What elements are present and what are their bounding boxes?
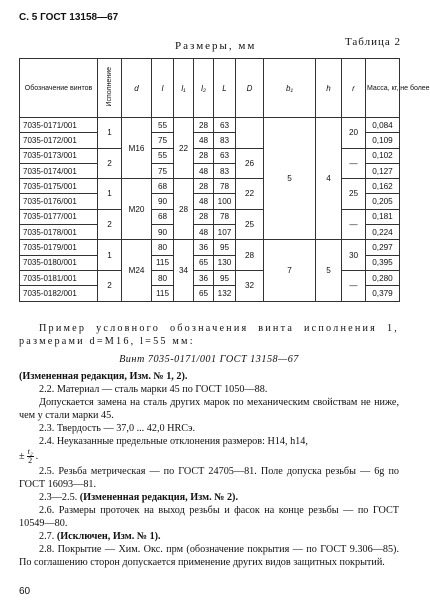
table-cell: 95	[214, 240, 236, 255]
table-row	[20, 240, 400, 255]
table-cell: 83	[214, 163, 236, 178]
table-cell: 34	[174, 240, 194, 301]
table-header-row	[20, 59, 400, 118]
table-cell: 0,297	[366, 240, 400, 255]
table-cell: 55	[152, 118, 174, 133]
table-cell: 7035-0172/001	[20, 133, 98, 148]
table-cell: —	[342, 209, 366, 240]
clause-2-8: 2.8. Покрытие — Хим. Окс. прм (обозначение покрытия — по ГОСТ 9.306—85). По соглашению сторон допускается применение других видов защитных покрытий.	[19, 544, 399, 568]
table-row	[20, 179, 400, 194]
table-cell: 22	[174, 118, 194, 179]
units-label: Размеры, мм	[175, 40, 257, 52]
table-cell: 132	[214, 286, 236, 301]
table-cell: 115	[152, 286, 174, 301]
table-cell: 28	[194, 148, 214, 163]
col-d: d	[122, 59, 152, 118]
table-cell: 26	[236, 148, 264, 179]
table-cell: 7035-0174/001	[20, 163, 98, 178]
table-row	[20, 118, 400, 133]
col-D: D	[236, 59, 264, 118]
col-l2: l₂	[194, 59, 214, 118]
table-cell: 65	[194, 255, 214, 270]
table-cell: —	[342, 270, 366, 301]
table-cell: 32	[236, 270, 264, 301]
fraction: $\frac{\text{t₂}}{2}$	[27, 447, 33, 465]
example-designation: Винт 7035-0171/001 ГОСТ 13158—67	[119, 354, 299, 365]
table-cell: 55	[152, 148, 174, 163]
table-cell: 48	[194, 194, 214, 209]
table-cell: 78	[214, 209, 236, 224]
table-cell: 20	[342, 118, 366, 149]
table-cell: 7035-0180/001	[20, 255, 98, 270]
table-cell: 0,280	[366, 270, 400, 285]
example-intro: Пример условного обозначения винта исполнения 1, размерами d=M16, l=55 мм:	[19, 323, 399, 347]
table-row	[20, 270, 400, 285]
table-cell: 115	[152, 255, 174, 270]
table-cell: 80	[152, 240, 174, 255]
table-cell: 36	[194, 240, 214, 255]
table-cell: 25	[342, 179, 366, 210]
table-cell: 1	[98, 240, 122, 271]
clause-2-5: 2.5. Резьба метрическая — по ГОСТ 24705—81. Поле допуска резьбы — 6g по ГОСТ 16093—81.	[19, 466, 399, 490]
col-r: r	[342, 59, 366, 118]
table-cell: 4	[316, 118, 342, 240]
clause-2-4: 2.4. Неуказанные предельные отклонения размеров: H14, h14,	[39, 436, 308, 447]
col-h: h	[316, 59, 342, 118]
col-designation: Обозначение винтов	[20, 59, 98, 118]
table-cell: 75	[152, 163, 174, 178]
clause-2-2: 2.2. Материал — сталь марки 45 по ГОСТ 1050—88.	[39, 384, 268, 395]
clause-2-2-note: Допускается замена на сталь других марок по механическим свойствам не ниже, чем у стали марки 45.	[19, 397, 399, 421]
table-cell: 1	[98, 179, 122, 210]
table-cell: 7035-0178/001	[20, 225, 98, 240]
col-l1: l₁	[174, 59, 194, 118]
table-cell: 0,379	[366, 286, 400, 301]
table-cell: 75	[152, 133, 174, 148]
table-cell: 28	[194, 209, 214, 224]
table-cell: 28	[194, 118, 214, 133]
table-cell: 83	[214, 133, 236, 148]
table-cell: M16	[122, 118, 152, 179]
table-cell: M20	[122, 179, 152, 240]
page-number: 60	[19, 586, 31, 597]
clause-2-3: 2.3. Твердость — 37,0 ... 42,0 HRCэ.	[39, 423, 196, 434]
table-cell: 68	[152, 179, 174, 194]
table-cell: 7035-0181/001	[20, 270, 98, 285]
table-cell: 7035-0179/001	[20, 240, 98, 255]
table-cell: 130	[214, 255, 236, 270]
table-cell: 5	[316, 240, 342, 301]
table-cell: 7035-0176/001	[20, 194, 98, 209]
table-cell: 28	[236, 240, 264, 271]
table-cell: 7035-0182/001	[20, 286, 98, 301]
table-cell: 0,084	[366, 118, 400, 133]
table-cell	[236, 118, 264, 149]
clause-2-7: 2.7. (Исключен, Изм. № 1).	[39, 531, 161, 542]
table-cell: 0,127	[366, 163, 400, 178]
table-cell: —	[342, 148, 366, 179]
page-header: С. 5 ГОСТ 13158—67	[19, 12, 119, 23]
table-cell: 0,109	[366, 133, 400, 148]
edition-note-1: (Измененная редакция, Изм. № 1, 2).	[19, 371, 188, 382]
table-cell: 25	[236, 209, 264, 240]
table-cell: 48	[194, 133, 214, 148]
table-cell: 28	[174, 179, 194, 240]
document-body	[19, 322, 399, 569]
table-cell: 36	[194, 270, 214, 285]
clause-2-6: 2.6. Размеры проточек на выход резьбы и фасок на конце резьбы — по ГОСТ 10549—80.	[19, 505, 399, 529]
table-cell: 107	[214, 225, 236, 240]
table-cell: 2	[98, 148, 122, 179]
table-cell: 2	[98, 270, 122, 301]
table-row	[20, 209, 400, 224]
table-cell: 95	[214, 270, 236, 285]
table-cell: 2	[98, 209, 122, 240]
col-l: l	[152, 59, 174, 118]
clause-2-4-tolerance: ± $\frac{\text{t₂}}{2}$ .	[19, 447, 39, 465]
table-cell: 30	[342, 240, 366, 271]
table-cell: 90	[152, 225, 174, 240]
table-cell: 7	[264, 240, 316, 301]
table-cell: 7035-0173/001	[20, 148, 98, 163]
table-cell: 80	[152, 270, 174, 285]
table-cell: 48	[194, 163, 214, 178]
table-cell: M24	[122, 240, 152, 301]
table-title: Таблица 2	[344, 36, 401, 48]
table-cell: 0,395	[366, 255, 400, 270]
table-cell: 90	[152, 194, 174, 209]
table-cell: 63	[214, 148, 236, 163]
table-cell: 65	[194, 286, 214, 301]
col-execution: Исполнение	[98, 59, 122, 118]
table-cell: 0,181	[366, 209, 400, 224]
table-cell: 7035-0171/001	[20, 118, 98, 133]
table-cell: 48	[194, 225, 214, 240]
table-cell: 100	[214, 194, 236, 209]
table-cell: 28	[194, 179, 214, 194]
col-b1: b₁	[264, 59, 316, 118]
table-cell: 63	[214, 118, 236, 133]
table-cell: 0,102	[366, 148, 400, 163]
table-cell: 5	[264, 118, 316, 240]
col-L: L	[214, 59, 236, 118]
table-cell: 0,162	[366, 179, 400, 194]
table-cell: 68	[152, 209, 174, 224]
table-cell: 22	[236, 179, 264, 210]
dimensions-table	[19, 58, 430, 302]
table-row	[20, 148, 400, 163]
table-cell: 78	[214, 179, 236, 194]
table-cell: 1	[98, 118, 122, 149]
table-cell: 7035-0175/001	[20, 179, 98, 194]
col-mass: Масса, кг, не более	[366, 59, 400, 118]
table-cell: 0,205	[366, 194, 400, 209]
table-cell: 0,224	[366, 225, 400, 240]
table-cell: 7035-0177/001	[20, 209, 98, 224]
edition-note-2: 2.3—2.5. (Измененная редакция, Изм. № 2).	[39, 492, 238, 503]
